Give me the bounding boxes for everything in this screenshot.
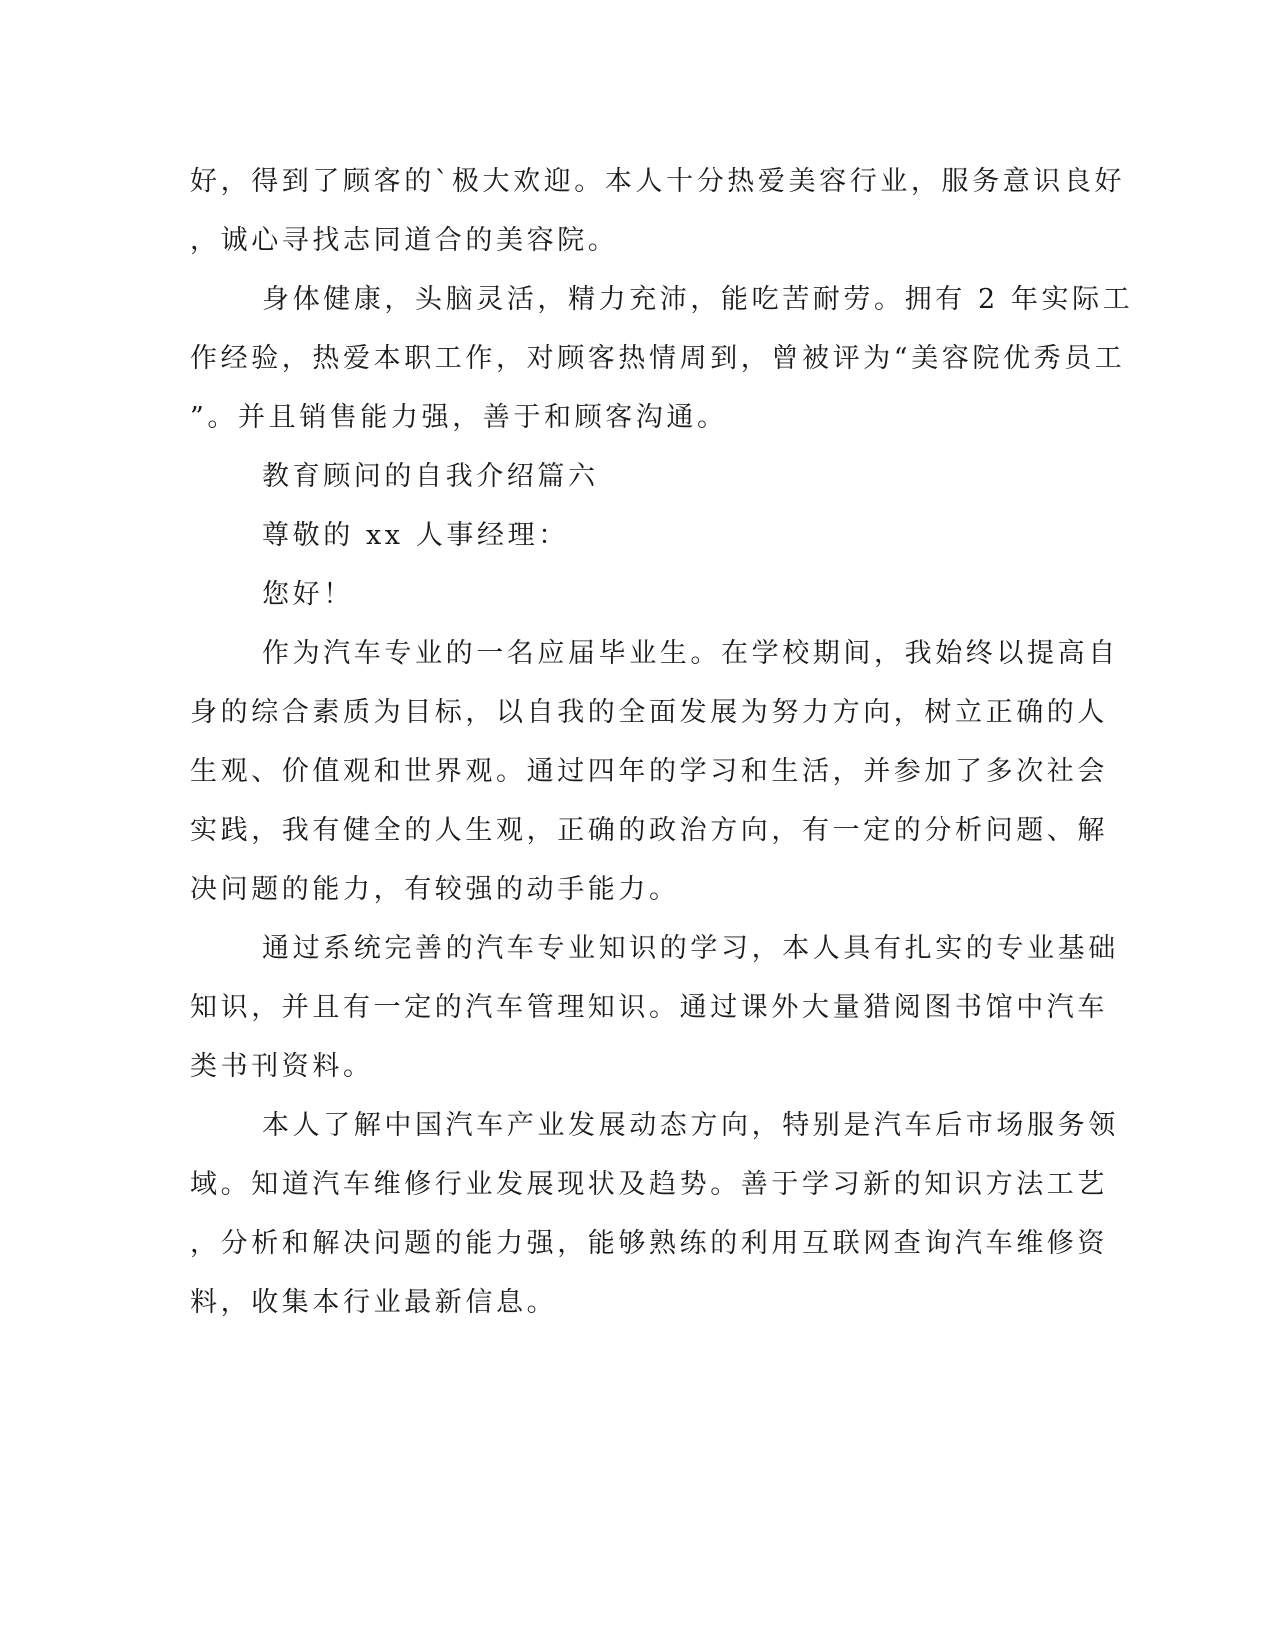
- text-line: 作经验，热爱本职工作，对顾客热情周到，曾被评为“美容院优秀员工: [190, 343, 1126, 374]
- text-line: ”。并且销售能力强，善于和顾客沟通。: [190, 402, 728, 433]
- salutation: 尊敬的 xx 人事经理：: [262, 520, 569, 551]
- text-line: 域。知道汽车维修行业发展现状及趋势。善于学习新的知识方法工艺: [190, 1169, 1108, 1200]
- text-line: 通过系统完善的汽车专业知识的学习，本人具有扎实的专业基础: [262, 933, 1119, 964]
- text-line: 生观、价值观和世界观。通过四年的学习和生活，并参加了多次社会: [190, 756, 1108, 787]
- text-line: 知识，并且有一定的汽车管理知识。通过课外大量猎阅图书馆中汽车: [190, 992, 1108, 1023]
- text-line: 实践，我有健全的人生观，正确的政治方向，有一定的分析问题、解: [190, 815, 1108, 846]
- text-line: ，诚心寻找志同道合的美容院。: [190, 225, 619, 256]
- text-line: 身体健康，头脑灵活，精力充沛，能吃苦耐劳。拥有 2 年实际工: [262, 284, 1134, 315]
- text-line: 本人了解中国汽车产业发展动态方向，特别是汽车后市场服务领: [262, 1110, 1119, 1141]
- text-line: 类书刊资料。: [190, 1051, 374, 1082]
- text-line: 作为汽车专业的一名应届毕业生。在学校期间，我始终以提高自: [262, 638, 1119, 669]
- greeting: 您好！: [262, 579, 354, 610]
- text-line: ，分析和解决问题的能力强，能够熟练的利用互联网查询汽车维修资: [190, 1228, 1108, 1259]
- section-heading: 教育顾问的自我介绍篇六: [262, 461, 599, 492]
- text-line: 身的综合素质为目标，以自我的全面发展为努力方向，树立正确的人: [190, 697, 1108, 728]
- text-line: 决问题的能力，有较强的动手能力。: [190, 874, 680, 905]
- text-line: 料，收集本行业最新信息。: [190, 1287, 558, 1318]
- text-line: 好，得到了顾客的`极大欢迎。本人十分热爱美容行业，服务意识良好: [190, 166, 1126, 197]
